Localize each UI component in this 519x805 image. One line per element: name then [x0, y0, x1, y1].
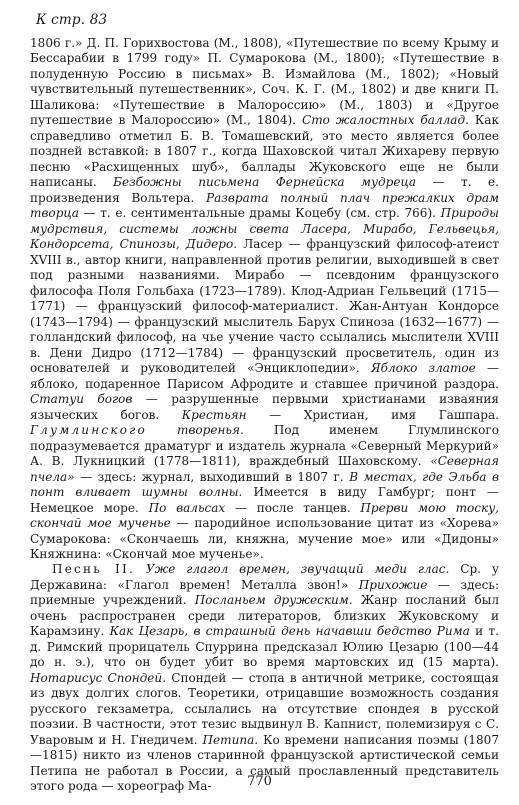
text-run	[135, 562, 146, 576]
italic-run: Прихожие	[358, 577, 428, 592]
italic-run: Петипа.	[202, 732, 259, 747]
text-run	[147, 423, 177, 437]
italic-run: Разврата полный плач прежалких драм творца	[30, 190, 499, 221]
text-run: — пародийное использование цитат из «Хорева» Сумарокова: «Скончаешь ли, княжна, мучение мое» или «Дидоны» Княжнина: «Скончай мое мученье».	[30, 516, 499, 561]
italic-run: Безбожны письмена Фернейска мудреца	[113, 175, 417, 190]
italic-run: Как Цезарь, в страшный день начавши бедство Рима	[109, 624, 470, 639]
commentary-paragraph	[30, 562, 499, 794]
text-run: — разрушенные первыми христианами изваяния языческих богов.	[30, 392, 500, 422]
italic-run: По вальсах	[148, 500, 226, 515]
italic-run: Нотарисус Спондей.	[30, 670, 167, 685]
running-head: К стр. 83	[36, 12, 108, 28]
italic-run: Яблоко златое	[370, 361, 476, 376]
text-run: — Христиан, имя Гашпара.	[246, 407, 499, 422]
text-run: 1806 г.» Д. П. Горихвостова (М., 1808), «Путешествие по всему Крыму и Бессарабии в 1799 году» П. Сумарокова (М., 1800); «Путешествие в полуденную Россию в письмах» В. Измайлова (М., 1802); «Новый чувствительный путешественник», Соч. К. Г. (М., 1802) и две книги П. Шаликова: «Путешествие в Малороссию» (М., 1803) и «Другое путешествие в Малороссию» (М., 1804).	[30, 36, 499, 128]
text-run: — здесь: журнал, выходивший в 1807 г.	[74, 469, 350, 484]
text-run: Ко времени написания поэмы (1807—1815) никто из членов старинной французской артистической семьи Петипа не работал в России, а самый прославленный представитель этого рода — хореограф Ма-	[30, 732, 500, 794]
text-run: Под именем Глумлинского подразумевается драматург и издатель журнала «Северный Меркурий» А. В. Лукницкий (1778—1811), враждебный Шаховскому.	[30, 423, 499, 469]
commentary-paragraph	[30, 36, 499, 562]
text-run: Жанр посланий был очень распространен среди литераторов, близких Жуковскому и Карамзину.	[30, 593, 499, 639]
italic-run: Крестьян	[181, 407, 247, 422]
italic-run: Природы мудрствия, системы ложны света Ласера, Мирабо, Гельвецья, Кондорсета, Спинозы, Дидеро.	[30, 206, 499, 252]
italic-run: Сто жалостных баллад.	[302, 113, 469, 128]
italic-run: творенья.	[176, 423, 244, 438]
page-number: 770	[247, 774, 272, 789]
text-run: — после танцев.	[225, 500, 361, 515]
italic-run: Прерви мою тоску, скончай мое мученье	[30, 500, 500, 531]
commentary-text	[30, 36, 499, 795]
text-run: Ср. у Державина: «Глагол времен! Металла звон!»	[30, 562, 499, 592]
italic-run: «Северная пчела»	[30, 454, 499, 484]
italic-run: Уже глагол времен, звучащий меди глас.	[145, 562, 450, 577]
italic-run: В местах, где Эльба в понт вливает шумны волны.	[30, 469, 499, 500]
text-run: — т. е. произведения Вольтера.	[30, 175, 499, 205]
text-run: и т. д. Римский прорицатель Спуррина предсказал Юлию Цезарю (100—44 до н. э.), что он будет убит во время мартовских ид (15 марта).	[30, 624, 499, 670]
text-run: Имеется в виду Гамбург; понт — Немецкое море.	[30, 485, 499, 515]
text-run: — яблоко, подаренное Парисом Афродите и ставшее причиной раздора.	[30, 361, 499, 391]
italic-run: Статуи богов	[30, 392, 133, 407]
italic-run: Глумлинского	[30, 423, 147, 438]
text-run: — здесь: приемные учреждений.	[30, 577, 499, 608]
spaced-run: Песнь II.	[52, 562, 135, 577]
italic-run: Посланьем дружеским.	[194, 593, 353, 608]
text-run: Спондей — стопа в античной метрике, состоящая из двух долгих слогов. Теоретики, отрицавшие возможность создания русского гекзаметра, ссылались на отсутствие спондея в русской поэзии. В частности, этот тезис выдвинул В. Капнист, полемизируя с С. Уваровым и Н. Гнедичем.	[30, 670, 499, 747]
text-run: Ласер — французский философ-атеист XVIII в., автор книги, направленной против религии, выходившей в свет под разными названиями. Мирабо — псевдоним французского философа Поля Гольбаха (1723—1789). Клод-Адриан Гельвеций (1715—1771) — французский философ-материалист. Жан-Антуан Кондорсе (1743—1794) — французский мыслитель Барух Спиноза (1632—1677) — голландский философ, на чье учение часто ссылались мыслители XVIII в. Дени Дидро (1712—1784) — французский просветитель, один из основателей и руководителей «Энциклопедии».	[30, 237, 499, 376]
text-run: — т. е. сентиментальные драмы Коцебу (см. стр. 766).	[79, 206, 441, 221]
text-run: Как справедливо отметил Б. В. Томашевский, это место является более поздней вставкой: в 1807 г., когда Шаховской читал Жихареву первую песню «Расхищенных шуб», баллады Жуковского еще не были написаны.	[30, 113, 499, 190]
